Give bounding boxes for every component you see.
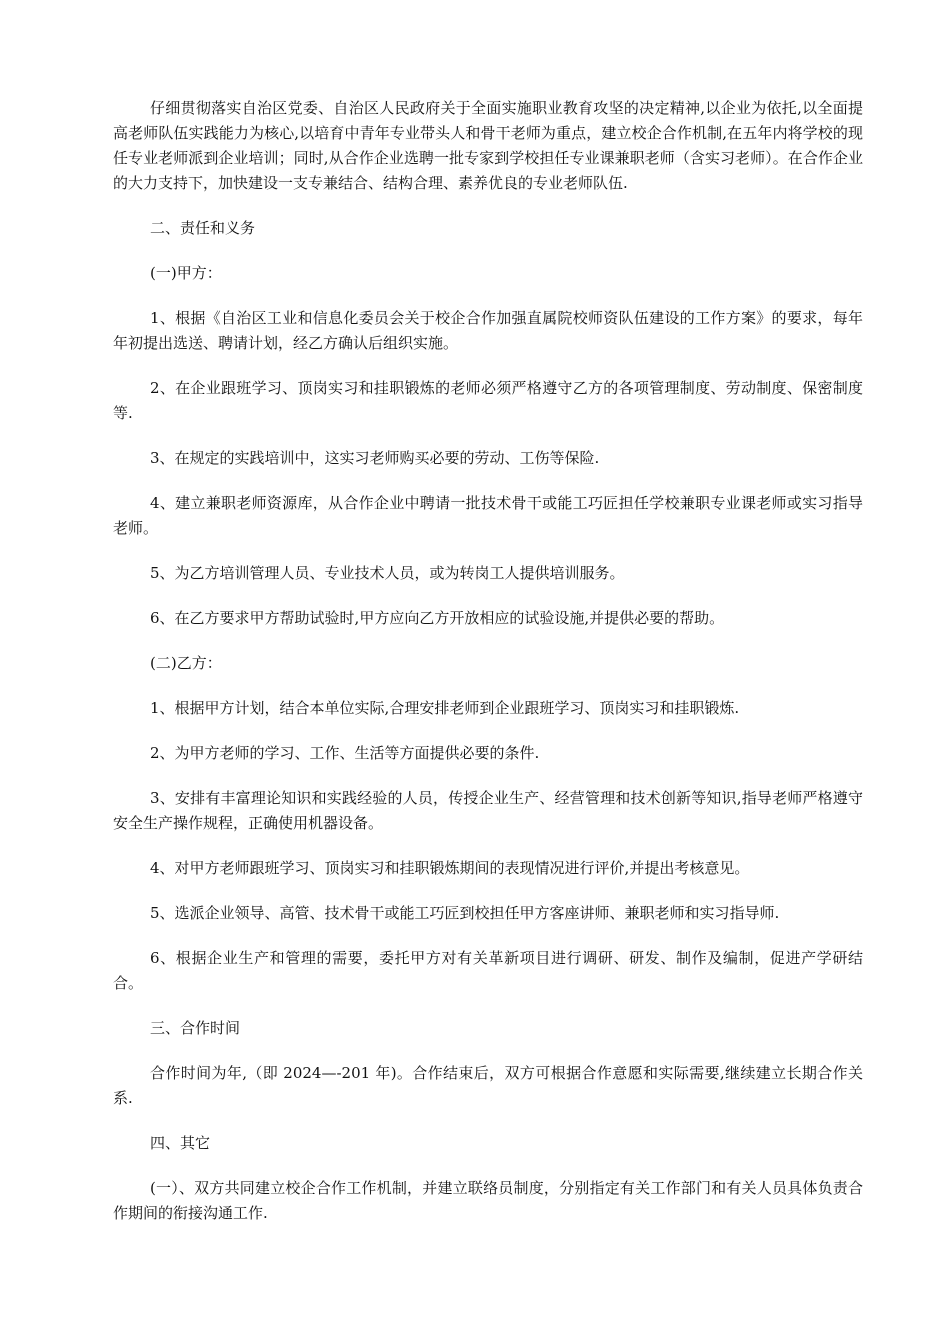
party-b-item-6: 6、根据企业生产和管理的需要，委托甲方对有关革新项目进行调研、研发、制作及编制，促进产学研结合。 (113, 949, 863, 992)
party-b-item-2: 2、为甲方老师的学习、工作、生活等方面提供必要的条件. (150, 744, 540, 762)
party-b-item-4: 4、对甲方老师跟班学习、顶岗实习和挂职锻炼期间的表现情况进行评价,并提出考核意见。 (150, 859, 750, 877)
party-a-item-3: 3、在规定的实践培训中，这实习老师购买必要的劳动、工伤等保险. (150, 449, 600, 467)
intro-paragraph: 仔细贯彻落实自治区党委、自治区人民政府关于全面实施职业教育攻坚的决定精神,以企业为依托,以全面提高老师队伍实践能力为核心,以培育中青年专业带头人和骨干老师为重点，建立校企合作机制,在五年内将学校的现任专业老师派到企业培训；同时,从合作企业选聘一批专家到学校担任专业课兼职老师（含实习老师）。在合作企业的大力支持下，加快建设一支专兼结合、结构合理、素养优良的专业老师队伍. (113, 99, 863, 192)
cooperation-time-paragraph: 合作时间为年,（即 2024—-201 年)。合作结束后，双方可根据合作意愿和实际需要,继续建立长期合作关系. (113, 1064, 863, 1107)
party-a-item-1: 1、根据《自治区工业和信息化委员会关于校企合作加强直属院校师资队伍建设的工作方案》的要求，每年年初提出选送、聘请计划，经乙方确认后组织实施。 (113, 309, 863, 352)
party-a-item-2: 2、在企业跟班学习、顶岗实习和挂职锻炼的老师必须严格遵守乙方的各项管理制度、劳动制度、保密制度等. (113, 379, 863, 422)
document-body (113, 96, 863, 1246)
section-heading-responsibilities: 二、责任和义务 (150, 219, 256, 237)
party-b-item-5: 5、选派企业领导、高管、技术骨干或能工巧匠到校担任甲方客座讲师、兼职老师和实习指导师. (150, 904, 780, 922)
subsection-heading-party-b: (二)乙方： (150, 654, 222, 672)
party-b-item-1: 1、根据甲方计划，结合本单位实际,合理安排老师到企业跟班学习、顶岗实习和挂职锻炼. (150, 699, 740, 717)
party-b-item-3: 3、安排有丰富理论知识和实践经验的人员，传授企业生产、经营管理和技术创新等知识,指导老师严格遵守安全生产操作规程，正确使用机器设备。 (113, 789, 863, 832)
party-a-item-4: 4、建立兼职老师资源库，从合作企业中聘请一批技术骨干或能工巧匠担任学校兼职专业课老师或实习指导老师。 (113, 494, 863, 537)
other-item-1: (一）、双方共同建立校企合作工作机制，并建立联络员制度，分别指定有关工作部门和有关人员具体负责合作期间的衔接沟通工作. (113, 1179, 863, 1222)
section-heading-other: 四、其它 (150, 1134, 211, 1152)
section-heading-cooperation-time: 三、合作时间 (150, 1019, 241, 1037)
party-a-item-5: 5、为乙方培训管理人员、专业技术人员，或为转岗工人提供培训服务。 (150, 564, 625, 582)
party-a-item-6: 6、在乙方要求甲方帮助试验时,甲方应向乙方开放相应的试验设施,并提供必要的帮助。 (150, 609, 725, 627)
subsection-heading-party-a: (一)甲方： (150, 264, 222, 282)
